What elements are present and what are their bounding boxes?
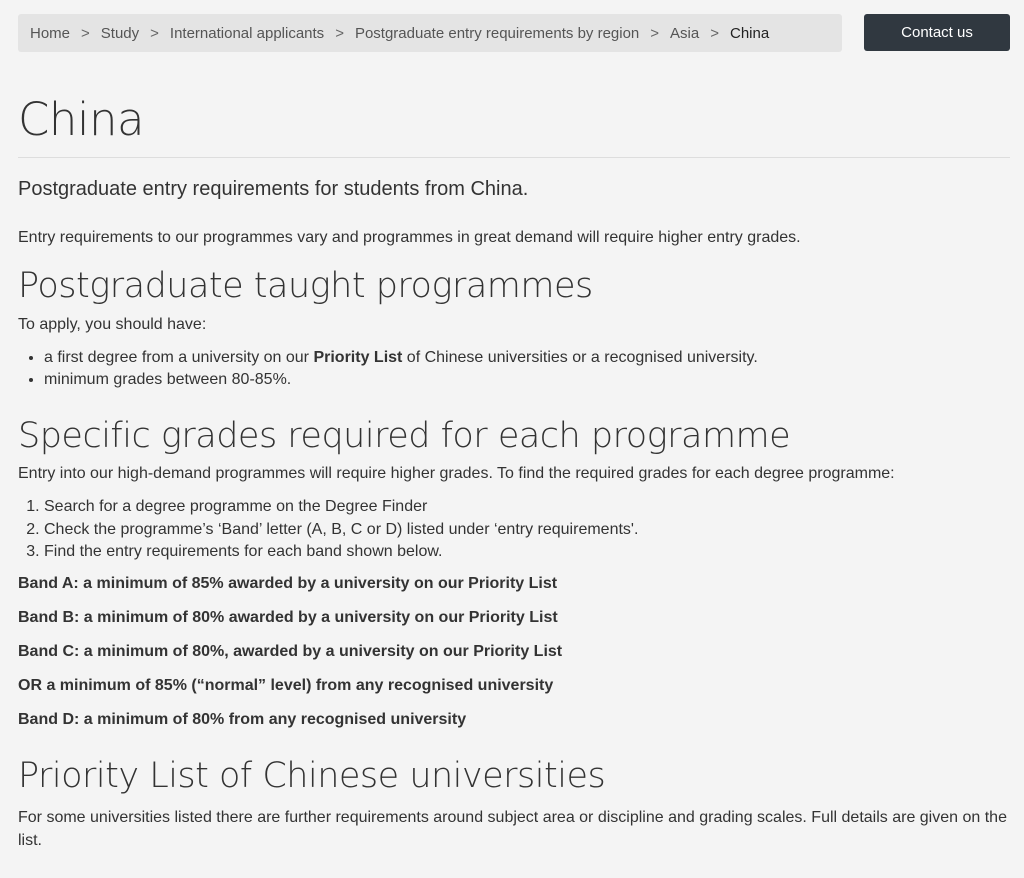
list-item (44, 347, 1010, 369)
requirements-list (18, 347, 1010, 391)
breadcrumb-entry-requirements-by-region[interactable]: Postgraduate entry requirements by region (354, 24, 640, 42)
priority-list-bold: Priority List (313, 349, 403, 366)
band-c-alternative: OR a minimum of 85% (“normal” level) from any recognised university (18, 676, 554, 694)
breadcrumb-separator: > (710, 24, 719, 42)
intro-paragraph: Entry requirements to our programmes vary and programmes in great demand will require higher entry grades. (18, 229, 801, 246)
page-lead: Postgraduate entry requirements for students from China. (18, 178, 529, 200)
list-item (44, 496, 1010, 519)
breadcrumb-asia[interactable]: Asia (670, 24, 700, 42)
list-item: 3. Find the entry requirements for each band shown below. (44, 541, 1010, 564)
band-a-requirement: Band A: a minimum of 85% awarded by a university on our Priority List (18, 574, 558, 592)
priority-list-heading: Priority List of Chinese universities (18, 755, 606, 796)
steps-list (18, 496, 1010, 564)
band-b-requirement: Band B: a minimum of 80% awarded by a university on our Priority List (18, 608, 558, 626)
priority-paragraph: For some universities listed there are further requirements around subject area or discipline and grading scales. Full details are given on the list. (18, 808, 1007, 849)
list-item: 2. Check the programme’s ‘Band’ letter (A, B, C or D) listed under ‘entry requirements'. (44, 519, 1010, 542)
priority-list-link[interactable] (313, 349, 402, 366)
breadcrumb-separator: > (81, 24, 90, 42)
top-bar (18, 0, 1010, 52)
breadcrumb (18, 14, 842, 52)
breadcrumb-study[interactable]: Study (100, 24, 140, 42)
band-c-requirement: Band C: a minimum of 80%, awarded by a university on our Priority List (18, 642, 563, 660)
breadcrumb-current-china: China (730, 24, 770, 42)
taught-programmes-heading: Postgraduate taught programmes (18, 266, 593, 306)
breadcrumb-separator: > (650, 24, 660, 42)
req1-text-after: of Chinese universities or a recognised university. (402, 349, 758, 366)
list-item: • minimum grades between 80-85%. (44, 369, 1010, 391)
breadcrumb-separator: > (335, 24, 344, 42)
specific-grades-heading: Specific grades required for each programme (18, 416, 791, 456)
page-title: China (18, 93, 145, 146)
apply-paragraph: To apply, you should have: (18, 316, 207, 333)
entry-paragraph: Entry into our high-demand programmes will require higher grades. To find the required grades for each degree programme: (18, 465, 895, 482)
breadcrumb-home[interactable]: Home (30, 24, 71, 42)
band-d-requirement: Band D: a minimum of 80% from any recognised university (18, 710, 467, 728)
contact-us-button[interactable]: Contact us (864, 14, 1010, 51)
breadcrumb-separator: > (150, 24, 159, 42)
title-divider (18, 157, 1010, 158)
degree-finder-link[interactable]: Search for a degree programme on the Degree Finder (44, 498, 428, 515)
req1-text-before: a first degree from a university on our (44, 349, 314, 366)
breadcrumb-international-applicants[interactable]: International applicants (169, 24, 325, 42)
